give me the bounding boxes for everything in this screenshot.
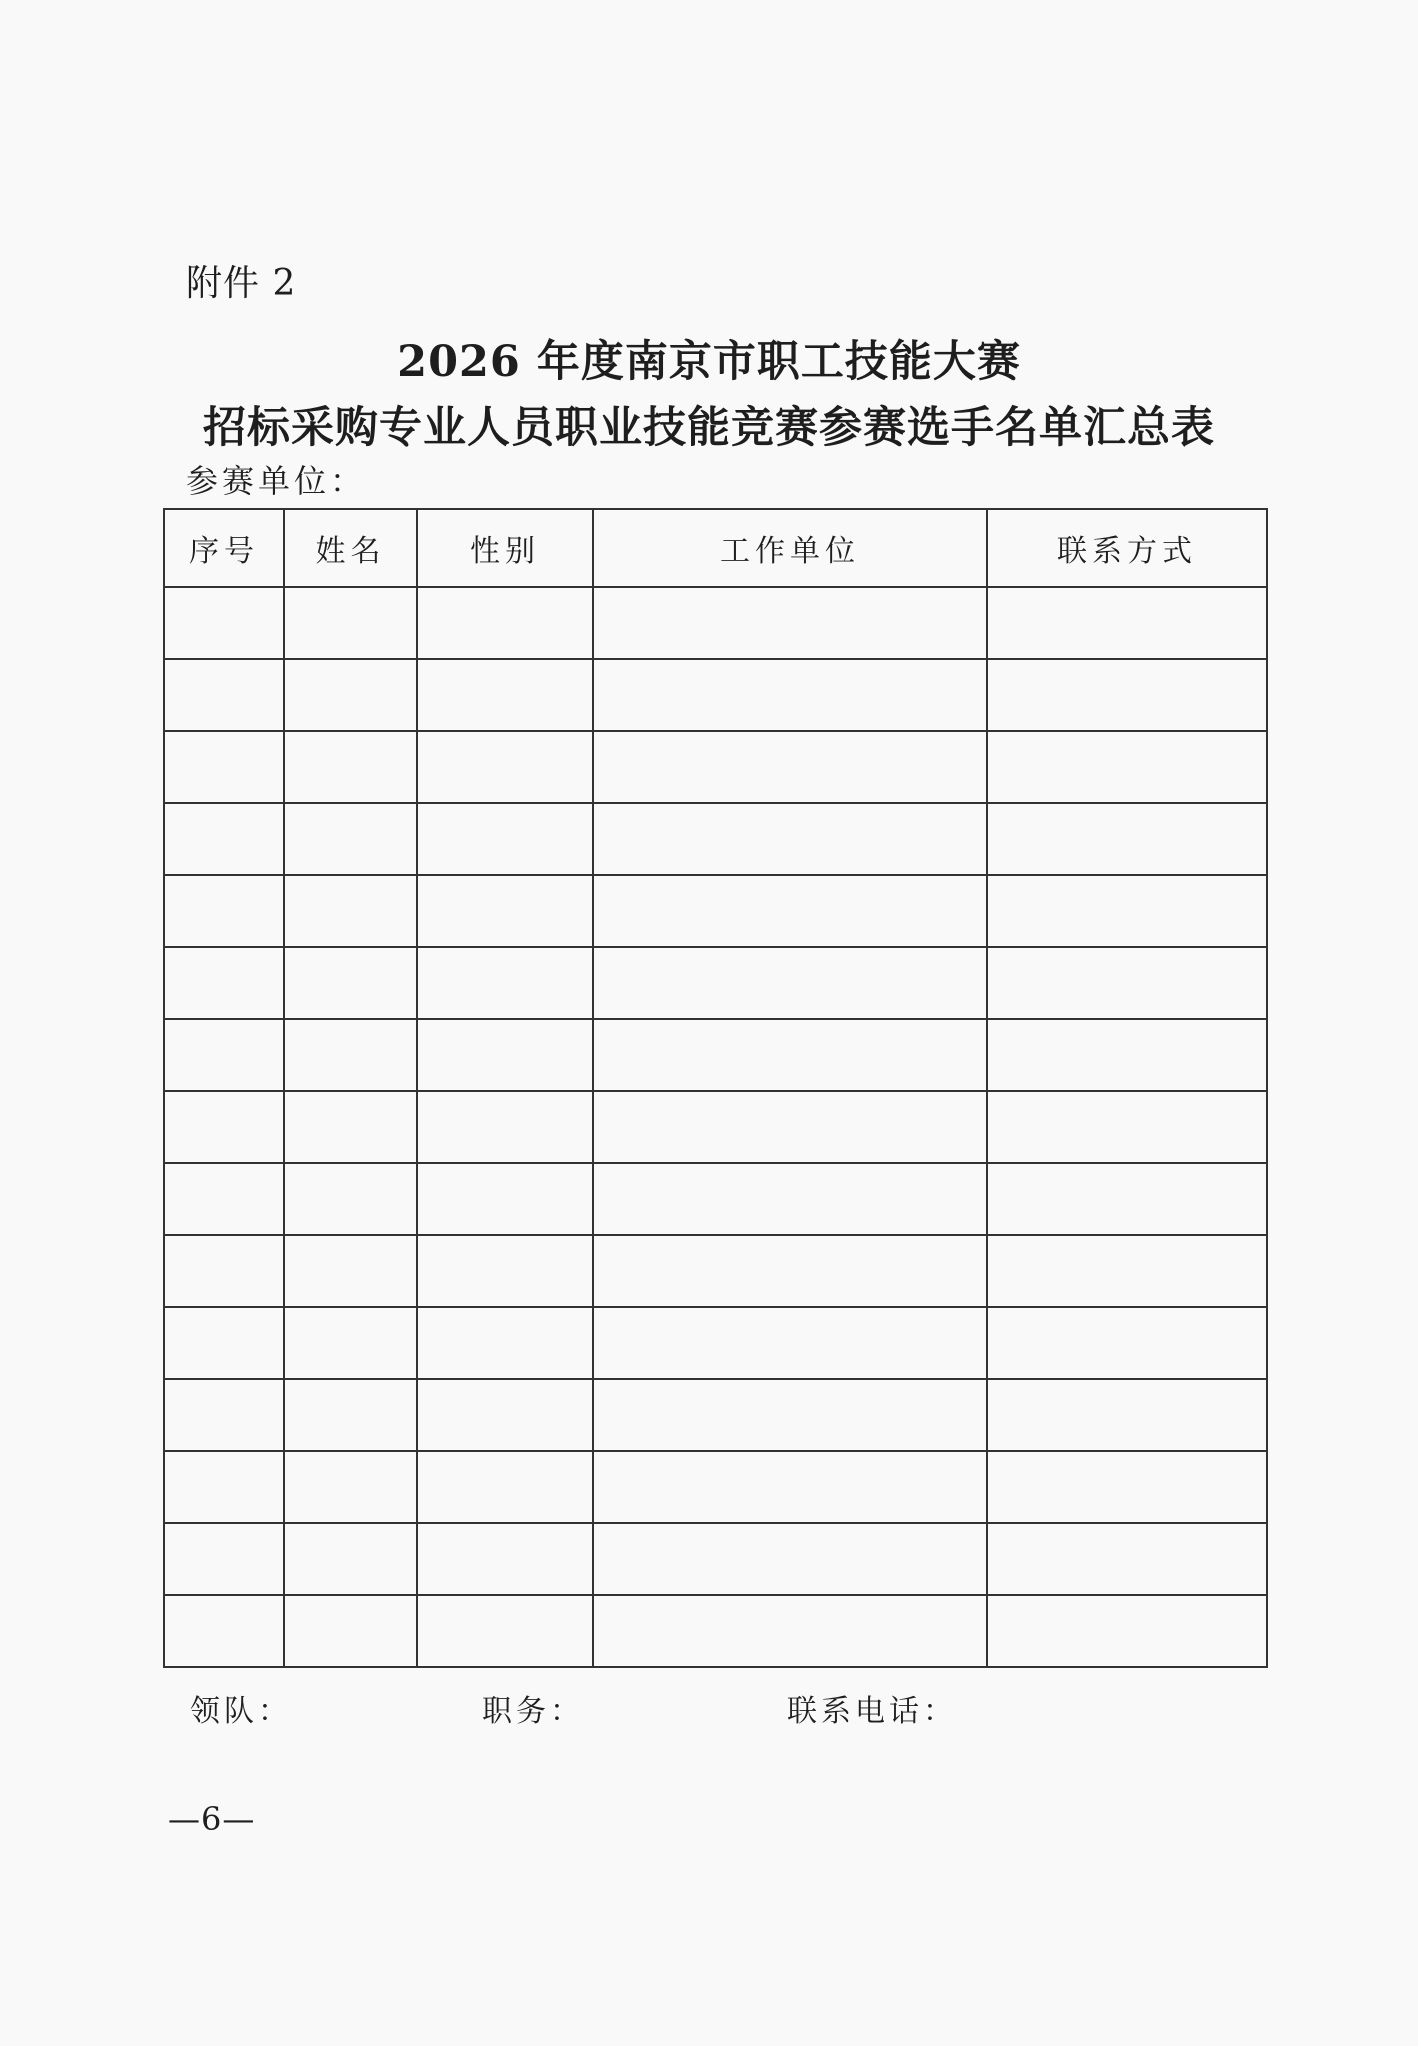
cell-contact	[987, 1451, 1267, 1523]
cell-work-unit	[593, 1163, 987, 1235]
contact-phone-label: 联系电话：	[787, 1694, 957, 1729]
table-row	[164, 1307, 1267, 1379]
cell-contact	[987, 1019, 1267, 1091]
cell-work-unit	[593, 1523, 987, 1595]
cell-gender	[417, 1091, 593, 1163]
cell-contact	[987, 947, 1267, 1019]
position-label: 职务：	[482, 1694, 584, 1729]
cell-gender	[417, 659, 593, 731]
document-title-line-2: 招标采购专业人员职业技能竞赛参赛选手名单汇总表	[203, 403, 1215, 453]
page-number: —6—	[168, 1800, 256, 1838]
cell-work-unit	[593, 731, 987, 803]
cell-work-unit	[593, 947, 987, 1019]
cell-work-unit	[593, 1235, 987, 1307]
cell-contact	[987, 1091, 1267, 1163]
cell-gender	[417, 731, 593, 803]
cell-name	[284, 875, 417, 947]
cell-work-unit	[593, 1595, 987, 1667]
attachment-label: 附件 2	[186, 263, 297, 304]
cell-gender	[417, 875, 593, 947]
cell-contact	[987, 1595, 1267, 1667]
cell-name	[284, 947, 417, 1019]
cell-work-unit	[593, 1451, 987, 1523]
table-row	[164, 1379, 1267, 1451]
table-row	[164, 1451, 1267, 1523]
cell-name	[284, 587, 417, 659]
cell-name	[284, 803, 417, 875]
cell-contact	[987, 1379, 1267, 1451]
cell-gender	[417, 1451, 593, 1523]
cell-name	[284, 1091, 417, 1163]
cell-contact	[987, 1163, 1267, 1235]
cell-contact	[987, 731, 1267, 803]
cell-gender	[417, 1307, 593, 1379]
cell-serial-number	[164, 1379, 284, 1451]
cell-serial-number	[164, 1235, 284, 1307]
cell-contact	[987, 659, 1267, 731]
cell-serial-number	[164, 731, 284, 803]
cell-gender	[417, 1163, 593, 1235]
cell-name	[284, 1595, 417, 1667]
header-work-unit: 工作单位	[593, 509, 987, 587]
table-row	[164, 1523, 1267, 1595]
cell-gender	[417, 1019, 593, 1091]
cell-gender	[417, 947, 593, 1019]
table-row	[164, 659, 1267, 731]
cell-work-unit	[593, 1307, 987, 1379]
cell-gender	[417, 587, 593, 659]
cell-name	[284, 1307, 417, 1379]
document-title-line-1: 2026 年度南京市职工技能大赛	[397, 337, 1021, 387]
cell-serial-number	[164, 1019, 284, 1091]
header-name: 姓名	[284, 509, 417, 587]
header-gender: 性别	[417, 509, 593, 587]
table-row	[164, 1595, 1267, 1667]
cell-serial-number	[164, 659, 284, 731]
cell-serial-number	[164, 947, 284, 1019]
table-row	[164, 1163, 1267, 1235]
cell-contact	[987, 803, 1267, 875]
cell-work-unit	[593, 587, 987, 659]
cell-serial-number	[164, 1523, 284, 1595]
table-row	[164, 1091, 1267, 1163]
cell-gender	[417, 1595, 593, 1667]
cell-name	[284, 1235, 417, 1307]
cell-work-unit	[593, 1091, 987, 1163]
team-leader-label: 领队：	[190, 1694, 292, 1729]
cell-contact	[987, 875, 1267, 947]
cell-gender	[417, 1379, 593, 1451]
cell-name	[284, 1379, 417, 1451]
cell-name	[284, 1163, 417, 1235]
cell-serial-number	[164, 1163, 284, 1235]
cell-name	[284, 1451, 417, 1523]
header-serial-number: 序号	[164, 509, 284, 587]
table-body	[164, 587, 1267, 1667]
cell-work-unit	[593, 1379, 987, 1451]
table-row	[164, 947, 1267, 1019]
table-row	[164, 875, 1267, 947]
table-row	[164, 1019, 1267, 1091]
cell-name	[284, 1019, 417, 1091]
cell-gender	[417, 803, 593, 875]
cell-name	[284, 731, 417, 803]
cell-contact	[987, 1523, 1267, 1595]
header-contact: 联系方式	[987, 509, 1267, 587]
cell-name	[284, 659, 417, 731]
cell-serial-number	[164, 1595, 284, 1667]
cell-contact	[987, 1235, 1267, 1307]
cell-work-unit	[593, 803, 987, 875]
cell-work-unit	[593, 875, 987, 947]
cell-serial-number	[164, 1307, 284, 1379]
cell-serial-number	[164, 875, 284, 947]
table-row	[164, 731, 1267, 803]
cell-serial-number	[164, 1091, 284, 1163]
contestant-roster-table	[163, 508, 1268, 1668]
participating-unit-label: 参赛单位：	[186, 462, 367, 500]
cell-work-unit	[593, 1019, 987, 1091]
cell-gender	[417, 1523, 593, 1595]
cell-contact	[987, 587, 1267, 659]
cell-serial-number	[164, 1451, 284, 1523]
cell-name	[284, 1523, 417, 1595]
cell-serial-number	[164, 803, 284, 875]
table-row	[164, 803, 1267, 875]
table-header-row	[164, 509, 1267, 587]
cell-work-unit	[593, 659, 987, 731]
table-row	[164, 1235, 1267, 1307]
table-row	[164, 587, 1267, 659]
cell-contact	[987, 1307, 1267, 1379]
cell-gender	[417, 1235, 593, 1307]
cell-serial-number	[164, 587, 284, 659]
